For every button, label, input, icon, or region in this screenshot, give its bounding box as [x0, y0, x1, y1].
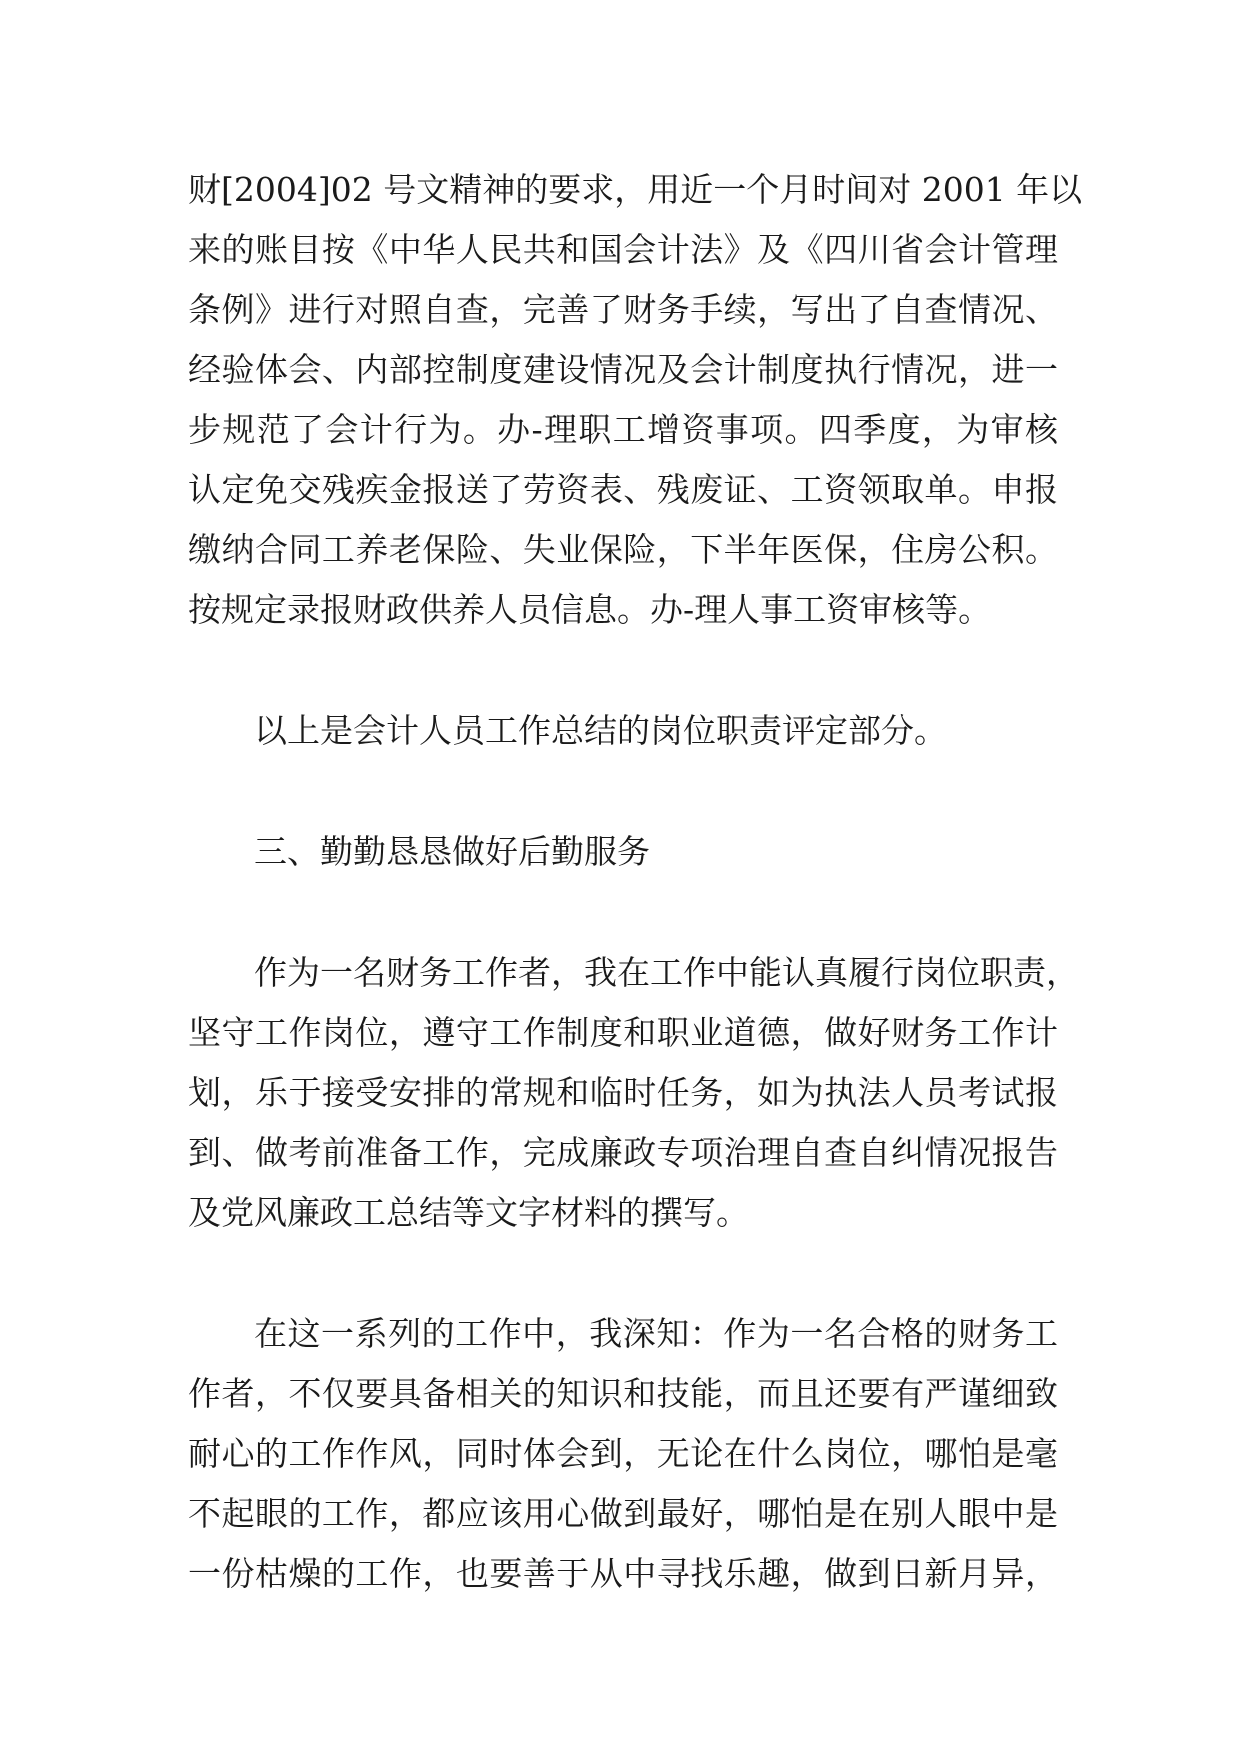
text-line: 条例》进行对照自查，完善了财务手续，写出了自查情况、 [188, 290, 1058, 329]
text-line: 经验体会、内部控制度建设情况及会计制度执行情况，进一 [188, 350, 1058, 389]
text-line: 耐心的工作作风，同时体会到，无论在什么岗位，哪怕是毫 [188, 1434, 1058, 1473]
document-body [188, 160, 1083, 1665]
text-line: 作为一名财务工作者，我在工作中能认真履行岗位职责， [254, 953, 1079, 992]
text-line: 财[2004]02 号文精神的要求，用近一个月时间对 2001 年以 [188, 170, 1083, 209]
text-line: 认定免交残疾金报送了劳资表、残废证、工资领取单。申报 [188, 470, 1058, 509]
text-line: 缴纳合同工养老保险、失业保险，下半年医保，住房公积。 [188, 530, 1058, 569]
paragraph-logistics-service [188, 943, 1079, 1243]
paragraph-summary-note [188, 701, 1058, 761]
text-line: 坚守工作岗位，遵守工作制度和职业道德，做好财务工作计 [188, 1013, 1058, 1052]
text-line: 作者，不仅要具备相关的知识和技能，而且还要有严谨细致 [188, 1374, 1058, 1413]
text-line: 以上是会计人员工作总结的岗位职责评定部分。 [254, 711, 947, 750]
text-line: 划，乐于接受安排的常规和临时任务，如为执法人员考试报 [188, 1073, 1058, 1112]
text-line: 一份枯燥的工作，也要善于从中寻找乐趣，做到日新月异， [188, 1554, 1058, 1593]
text-line: 及党风廉政工总结等文字材料的撰写。 [188, 1193, 749, 1232]
text-line: 到、做考前准备工作，完成廉政专项治理自查自纠情况报告 [188, 1133, 1058, 1172]
paragraph-reflection [188, 1304, 1058, 1604]
text-line: 步规范了会计行为。办-理职工增资事项。四季度，为审核 [188, 410, 1058, 449]
text-line: 按规定录报财政供养人员信息。办-理人事工资审核等。 [188, 590, 992, 629]
paragraph-accounting-self-check [188, 160, 1083, 640]
text-line: 在这一系列的工作中，我深知：作为一名合格的财务工 [254, 1314, 1058, 1353]
section-heading [188, 822, 1058, 882]
text-line: 不起眼的工作，都应该用心做到最好，哪怕是在别人眼中是 [188, 1494, 1058, 1533]
text-line: 来的账目按《中华人民共和国会计法》及《四川省会计管理 [188, 230, 1058, 269]
text-line: 三、勤勤恳恳做好后勤服务 [254, 832, 650, 871]
